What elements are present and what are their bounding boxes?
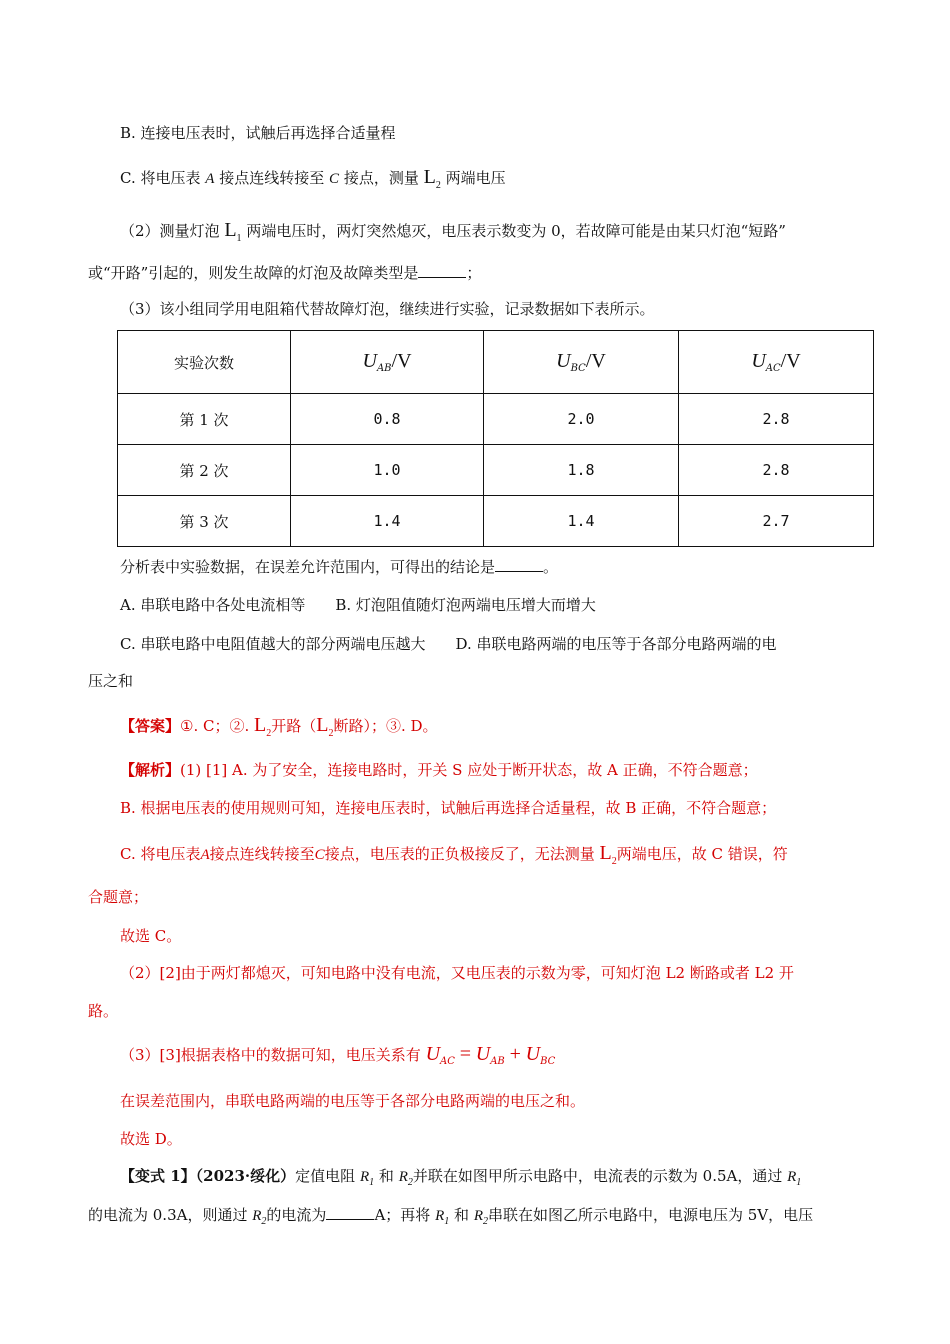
answer-label: 【答案】	[120, 717, 181, 735]
header-uac: $U_{AC}/V$	[679, 331, 874, 394]
q2-line2-end: ；	[466, 264, 482, 282]
uab-value: 0.8	[291, 394, 484, 445]
analysis-l3-pre: C. 将电压表	[120, 845, 201, 863]
analysis-l3-mid: 接点连线转接至	[209, 845, 315, 863]
q3-after-end: 。	[543, 558, 559, 576]
variant-l1-pre: 定值电阻	[295, 1167, 356, 1185]
formula-sub-bc: BC	[540, 1056, 556, 1067]
variant-l1	[120, 1165, 801, 1194]
answer-p1: ①. C；②.	[180, 717, 250, 735]
lamp-l2: $L_2$	[254, 714, 272, 739]
choice-d: D. 串联电路两端的电压等于各部分电路两端的电	[455, 635, 777, 653]
analysis-l3-post1: 接点，电压表的正负极接反了，无法测量	[324, 845, 595, 863]
formula-u: U	[525, 1043, 541, 1065]
formula-eq: =	[459, 1043, 471, 1065]
variant-l2	[88, 1204, 813, 1233]
formula-u: U	[425, 1043, 441, 1065]
analysis-label: 【解析】	[120, 761, 181, 779]
header-uab: $U_{AB}/V$	[291, 331, 484, 394]
lamp-l2: $L_2$	[599, 842, 617, 867]
q2-line2	[88, 262, 481, 284]
variant-and: 和	[454, 1206, 470, 1224]
option-c-post2: 两端电压	[445, 169, 506, 187]
variant-l2-pre: 的电流为 0.3A，则通过	[88, 1206, 248, 1224]
ubc-value: 1.4	[484, 496, 679, 547]
table-row	[118, 445, 874, 496]
ubc-value: 1.8	[484, 445, 679, 496]
option-c	[120, 166, 506, 197]
answer-p2: 开路（	[271, 717, 317, 735]
header-trial: 实验次数	[118, 331, 291, 394]
trial-label: 第 2 次	[118, 445, 291, 496]
q3-intro: （3）该小组同学用电阻箱代替故障灯泡，继续进行实验，记录数据如下表所示。	[120, 300, 655, 318]
table-row	[118, 394, 874, 445]
variant-and: 和	[378, 1167, 394, 1185]
analysis-l1	[120, 759, 758, 781]
option-c-mid: 接点连线转接至	[219, 169, 325, 187]
variant-source: （2023·绥化）	[195, 1167, 296, 1185]
analysis-l2: B. 根据电压表的使用规则可知，连接电压表时，试触后再选择合适量程，故 B 正确，不符合题意；	[120, 799, 777, 817]
r2: $R_2$	[252, 1208, 267, 1227]
lamp-l2: $L_2$	[316, 714, 334, 739]
answer-line	[120, 714, 438, 745]
point-c: C	[314, 847, 325, 863]
answer-blank	[495, 557, 543, 572]
choice-b: B. 灯泡阻值随灯泡两端电压增大而增大	[335, 596, 596, 614]
variant-l2-mid: 的电流为	[266, 1206, 327, 1224]
analysis-l10: 故选 D。	[120, 1130, 182, 1148]
trial-label: 第 3 次	[118, 496, 291, 547]
formula-sub-ac: AC	[440, 1056, 455, 1067]
choice-c: C. 串联电路中电阻值越大的部分两端电压越大	[120, 635, 426, 653]
option-c-pre: C. 将电压表	[120, 169, 201, 187]
formula-u: U	[475, 1043, 491, 1065]
choice-a: A. 串联电路中各处电流相等	[120, 596, 306, 614]
r1: $R_1$	[435, 1208, 450, 1227]
uab-value: 1.4	[291, 496, 484, 547]
q2-line2-text: 或“开路”引起的，则发生故障的灯泡及故障类型是	[88, 264, 419, 282]
point-c: C	[329, 171, 340, 187]
uac-value: 2.8	[679, 394, 874, 445]
variant-l2-post: 串联在如图乙所示电路中，电源电压为 5V，电压	[487, 1206, 814, 1224]
q2-post: 两端电压时，两灯突然熄灭，电压表示数变为 0，若故障可能是由某只灯泡“短路”	[246, 222, 786, 240]
analysis-l4: 合题意；	[88, 888, 149, 906]
r1: $R_1$	[359, 1169, 375, 1188]
uac-value: 2.7	[679, 496, 874, 547]
answer-blank	[326, 1205, 374, 1220]
r2: $R_2$	[398, 1169, 413, 1188]
q2-pre: （2）测量灯泡	[120, 222, 220, 240]
r1: $R_1$	[787, 1169, 802, 1188]
point-a: A	[200, 847, 210, 863]
analysis-l1-text: (1) [1] A. 为了安全，连接电路时，开关 S 应处于断开状态，故 A 正确，不符合题意；	[180, 761, 758, 779]
r2: $R_2$	[473, 1208, 488, 1227]
variant-label: 【变式 1】	[120, 1167, 196, 1185]
header-ubc: $U_{BC}/V$	[484, 331, 679, 394]
analysis-l8	[120, 1043, 555, 1073]
variant-l1-post: 并联在如图甲所示电路中，电流表的示数为 0.5A，通过	[412, 1167, 783, 1185]
q3-after-text: 分析表中实验数据，在误差允许范围内，可得出的结论是	[120, 558, 496, 576]
table-header-row	[118, 331, 874, 394]
trial-label: 第 1 次	[118, 394, 291, 445]
q3-conclusion	[120, 556, 558, 578]
variant-l2-mid2: A；再将	[374, 1206, 431, 1224]
analysis-l9: 在误差范围内，串联电路两端的电压等于各部分电路两端的电压之和。	[120, 1092, 586, 1110]
point-a: A	[205, 171, 215, 187]
answer-p3: 断路）；③. D。	[333, 717, 438, 735]
lamp-l2: $L_2$	[423, 166, 441, 191]
data-table	[117, 330, 874, 547]
formula-plus: +	[509, 1043, 521, 1065]
analysis-l5: 故选 C。	[120, 927, 182, 945]
ubc-value: 2.0	[484, 394, 679, 445]
lamp-l1: $L_1$	[224, 219, 242, 244]
analysis-l3-post2: 两端电压，故 C 错误，符	[616, 845, 788, 863]
table-row	[118, 496, 874, 547]
analysis-l7: 路。	[88, 1002, 119, 1020]
choices-cd	[120, 633, 777, 655]
answer-blank	[418, 263, 466, 278]
analysis-l6: （2）[2]由于两灯都熄灭，可知电路中没有电流，又电压表的示数为零，可知灯泡 L2 断路或者 L2 开	[120, 964, 794, 982]
q2-line1	[120, 219, 786, 250]
option-b: B. 连接电压表时，试触后再选择合适量程	[120, 124, 396, 142]
uab-value: 1.0	[291, 445, 484, 496]
option-c-post1: 接点，测量	[343, 169, 419, 187]
uac-value: 2.8	[679, 445, 874, 496]
analysis-l3	[120, 842, 788, 873]
analysis-l8-pre: （3）[3]根据表格中的数据可知，电压关系有	[120, 1046, 421, 1064]
formula-sub-ab: AB	[490, 1056, 505, 1067]
choices-ab	[120, 594, 596, 616]
choice-d-cont: 压之和	[88, 672, 134, 690]
